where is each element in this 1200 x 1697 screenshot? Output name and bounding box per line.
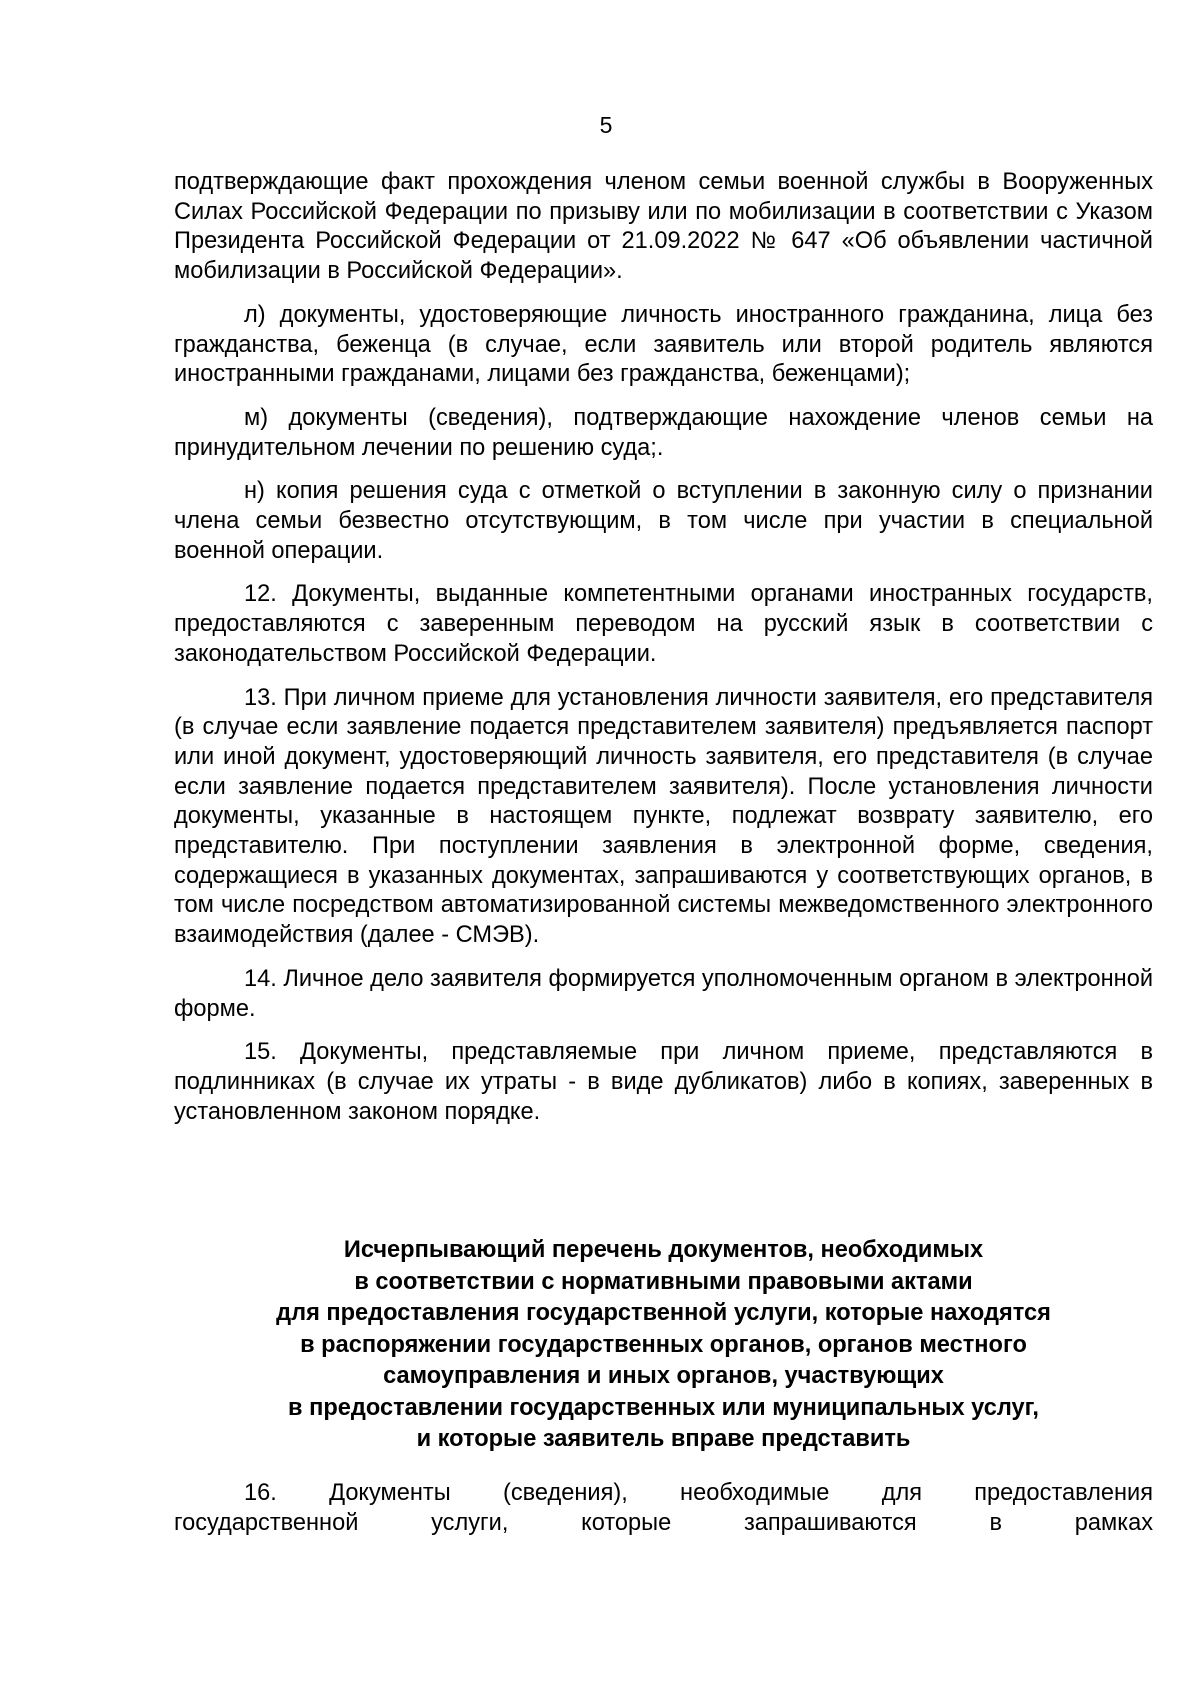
paragraph-12: 12. Документы, выданные компетентными органами иностранных государств, предоставляются с заверенным переводом на русский язык в соответствии с законодательством Российской Федерации. — [174, 581, 1153, 667]
heading-line: в предоставлении государственных или муниципальных услуг, — [288, 1394, 1039, 1421]
heading-line: и которые заявитель вправе представить — [416, 1426, 911, 1452]
paragraph-item-m: м) документы (сведения), подтверждающие нахождение членов семьи на принудительном лечении по решению суда;. — [174, 404, 1153, 461]
paragraph-15: 15. Документы, представляемые при личном приеме, представляются в подлинниках (в случае их утраты - в виде дубликатов) либо в копиях, заверенных в установленном законом порядке. — [174, 1039, 1153, 1125]
document-body — [174, 168, 1153, 1141]
paragraph-16 — [174, 1478, 1153, 1538]
paragraph-13: 13. При личном приеме для установления личности заявителя, его представителя (в случае если заявление подается представителем заявителя) предъявляется паспорт или иной документ, удостоверяющий личность заявителя, его представителя (в случае если заявление подается представителем заявителя). После установления личности документы, указанные в настоящем пункте, подлежат возврату заявителю, его представителю. При поступлении заявления в электронной форме, сведения, содержащиеся в указанных документах, запрашиваются у соответствующих органов, в том числе посредством автоматизированной системы межведомственного электронного взаимодействия (далее - СМЭВ). — [174, 684, 1153, 949]
heading-line: в соответствии с нормативными правовыми актами — [354, 1268, 973, 1295]
paragraph-14: 14. Личное дело заявителя формируется уполномоченным органом в электронной форме. — [174, 965, 1153, 1022]
page-number: 5 — [599, 112, 613, 138]
section-heading — [174, 1235, 1153, 1456]
paragraph-16-line: государственной услуги, которые запрашиваются в рамках — [174, 1510, 1153, 1536]
paragraph-item-n: н) копия решения суда с отметкой о вступлении в законную силу о признании члена семьи безвестно отсутствующим, в том числе при участии в специальной военной операции. — [174, 478, 1153, 564]
paragraph-continuation: подтверждающие факт прохождения членом семьи военной службы в Вооруженных Силах Российской Федерации по призыву или по мобилизации в соответствии с Указом Президента Российской Федерации от 21.09.2022 № 647 «Об объявлении частичной мобилизации в Российской Федерации». — [174, 169, 1153, 285]
heading-line: самоуправления и иных органов, участвующих — [383, 1363, 944, 1389]
paragraph-16-line: 16. Документы (сведения), необходимые для предоставления — [244, 1480, 1153, 1506]
heading-line: в распоряжении государственных органов, органов местного — [300, 1331, 1027, 1358]
heading-line: Исчерпывающий перечень документов, необходимых — [343, 1237, 984, 1263]
heading-line: для предоставления государственной услуги, которые находятся — [276, 1300, 1051, 1326]
paragraph-item-l: л) документы, удостоверяющие личность иностранного гражданина, лица без гражданства, беженца (в случае, если заявитель или второй родитель являются иностранными гражданами, лицами без гражданства, беженцами); — [174, 301, 1153, 388]
